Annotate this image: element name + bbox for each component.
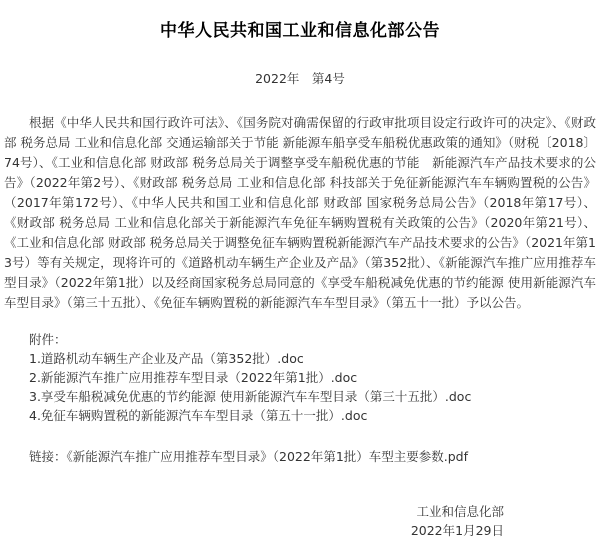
related-link-line[interactable]: 链接：《新能源汽车推广应用推荐车型目录》（2022年第1批）车型主要参数.pdf xyxy=(29,449,469,464)
attachment-item-3[interactable]: 3.享受车船税减免优惠的节约能源 使用新能源汽车车型目录（第三十五批）.doc xyxy=(29,389,472,404)
signature-block xyxy=(4,502,596,540)
document-title: 中华人民共和国工业和信息化部公告 xyxy=(160,21,440,41)
signature-date: 2022年1月29日 xyxy=(410,523,504,538)
attachments-label: 附件： xyxy=(29,332,67,347)
document-issue-number: 2022年 第4号 xyxy=(255,71,345,86)
attachment-item-2[interactable]: 2.新能源汽车推广应用推荐车型目录（2022年第1批）.doc xyxy=(29,370,358,385)
attachment-item-4[interactable]: 4.免征车辆购置税的新能源汽车车型目录（第五十一批）.doc xyxy=(29,408,368,423)
attachments-section xyxy=(4,330,596,425)
signature-organization: 工业和信息化部 xyxy=(416,504,504,519)
document-body-paragraph: 根据《中华人民共和国行政许可法》、《国务院对确需保留的行政审批项目设定行政许可的决定》、《财政部 税务总局 工业和信息化部 交通运输部关于节能 新能源车船享受车船税优惠政策的通知》（财税〔2018〕74号）、《工业和信息化部 财政部 税务总局关于调整享受车船税优惠的节能 新能源汽车产品技术要求的公告》（2022年第2号）、《财政部 税务总局 工业和信息化部 科技部关于免征新能源汽车车辆购置税的公告》（2017年第172号）、《中华人民共和国工业和信息化部 财政部 国家税务总局公告》（2018年第17号）、《财政部 税务总局 工业和信息化部关于新能源汽车免征车辆购置税有关政策的公告》（2020年第21号）、《工业和信息化部 财政部 税务总局关于调整免征车辆购置税新能源汽车产品技术要求的公告》（2021年第13号）等有关规定，现将许可的《道路机动车辆生产企业及产品》（第352批）、《新能源汽车推广应用推荐车型目录》（2022年第1批）以及经商国家税务总局同意的《享受车船税减免优惠的节约能源 使用新能源汽车车型目录》（第三十五批）、《免征车辆购置税的新能源汽车车型目录》（第五十一批）予以公告。 xyxy=(4,115,596,310)
attachment-item-1[interactable]: 1.道路机动车辆生产企业及产品（第352批）.doc xyxy=(29,351,304,366)
